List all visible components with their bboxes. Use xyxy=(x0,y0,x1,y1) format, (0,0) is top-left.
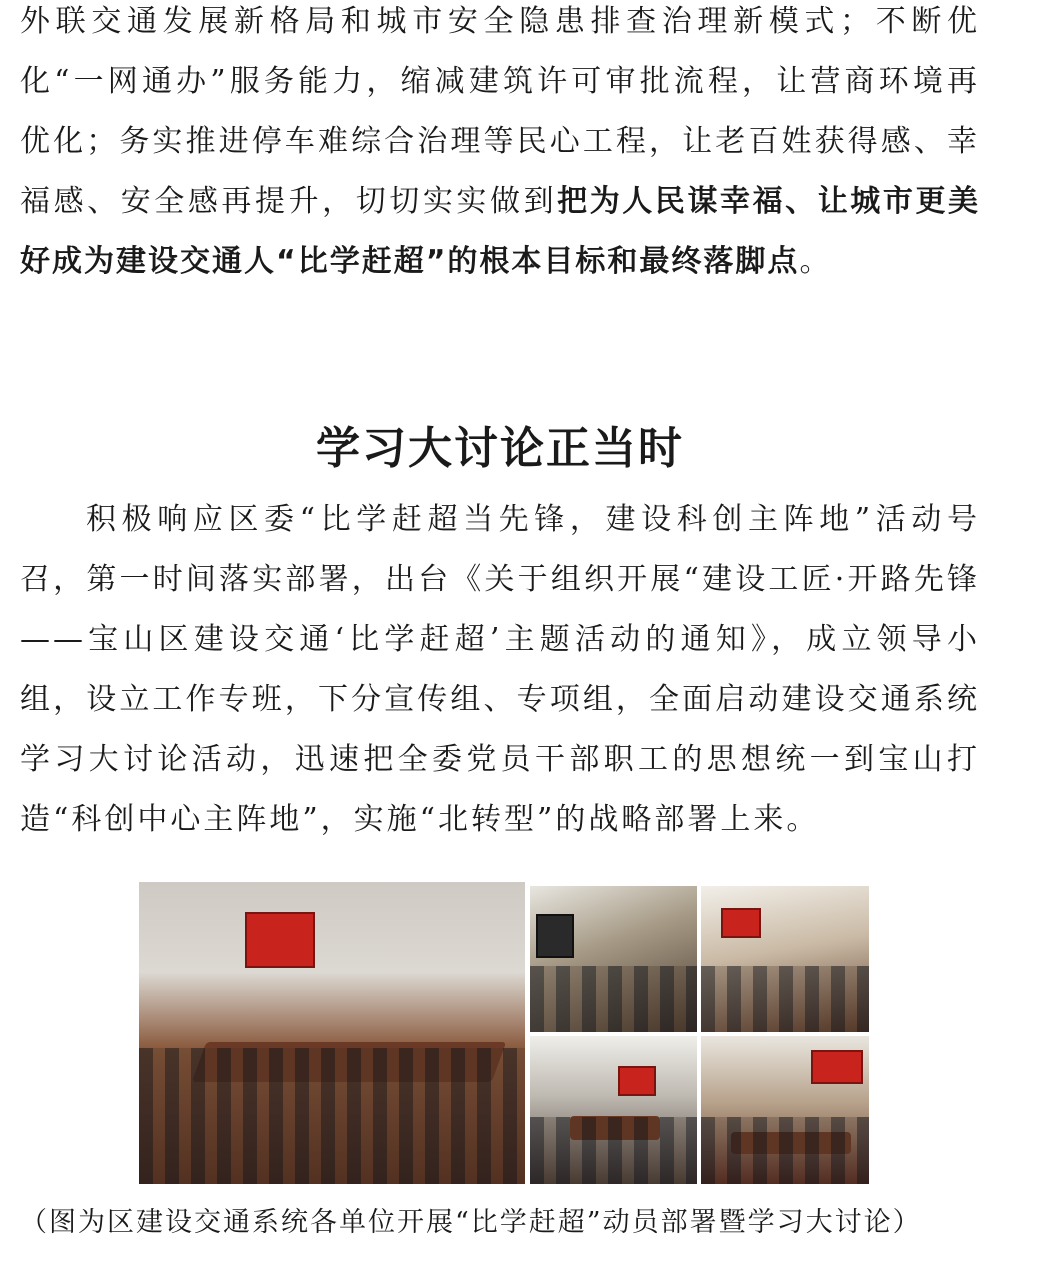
attendees xyxy=(701,966,869,1032)
meeting-photo-bottom-left xyxy=(530,1036,697,1184)
photo-caption: （图为区建设交通系统各单位开展“比学赶超”动员部署暨学习大讨论） xyxy=(20,1207,922,1238)
attendees xyxy=(139,1048,525,1184)
meeting-photo-top-left xyxy=(530,886,697,1032)
meeting-photo-main xyxy=(139,882,525,1184)
photo-collage xyxy=(139,882,869,1184)
attendees xyxy=(530,1117,697,1184)
projection-screen xyxy=(721,908,761,938)
meeting-photo-top-right xyxy=(701,886,869,1032)
projection-screen xyxy=(245,912,315,968)
paragraph-intro-bold-text: 把为人民谋幸福、让城市更美好成为建设交通人“比学赶超”的根本目标和最终落脚点 xyxy=(20,184,981,279)
paragraph-intro-end: 。 xyxy=(799,244,833,279)
paragraph-body: 积极响应区委“比学赶超当先锋，建设科创主阵地”活动号召，第一时间落实部署，出台《关于组织开展“建设工匠·开路先锋——宝山区建设交通‘比学赶超’主题活动的通知》，成立领导小组，设立工作专班，下分宣传组、专项组，全面启动建设交通系统学习大讨论活动，迅速把全委党员干部职工的思想统一到宝山打造“科创中心主阵地”，实施“北转型”的战略部署上来。 xyxy=(20,502,980,837)
paragraph-intro xyxy=(20,0,980,292)
section-heading: 学习大讨论正当时 xyxy=(316,423,684,474)
paragraph-intro-text: 外联交通发展新格局和城市安全隐患排查治理新模式；不断优化“一网通办”服务能力，缩减建筑许可审批流程，让营商环境再优化；务实推进停车难综合治理等民心工程，让老百姓获得感、幸福感、安全感再提升，切切实实做到 xyxy=(20,4,980,219)
display-screen xyxy=(536,914,574,958)
attendees xyxy=(530,966,697,1032)
meeting-photo-bottom-right xyxy=(701,1036,869,1184)
attendees xyxy=(701,1117,869,1184)
projection-screen xyxy=(811,1050,863,1084)
projection-screen xyxy=(618,1066,656,1096)
